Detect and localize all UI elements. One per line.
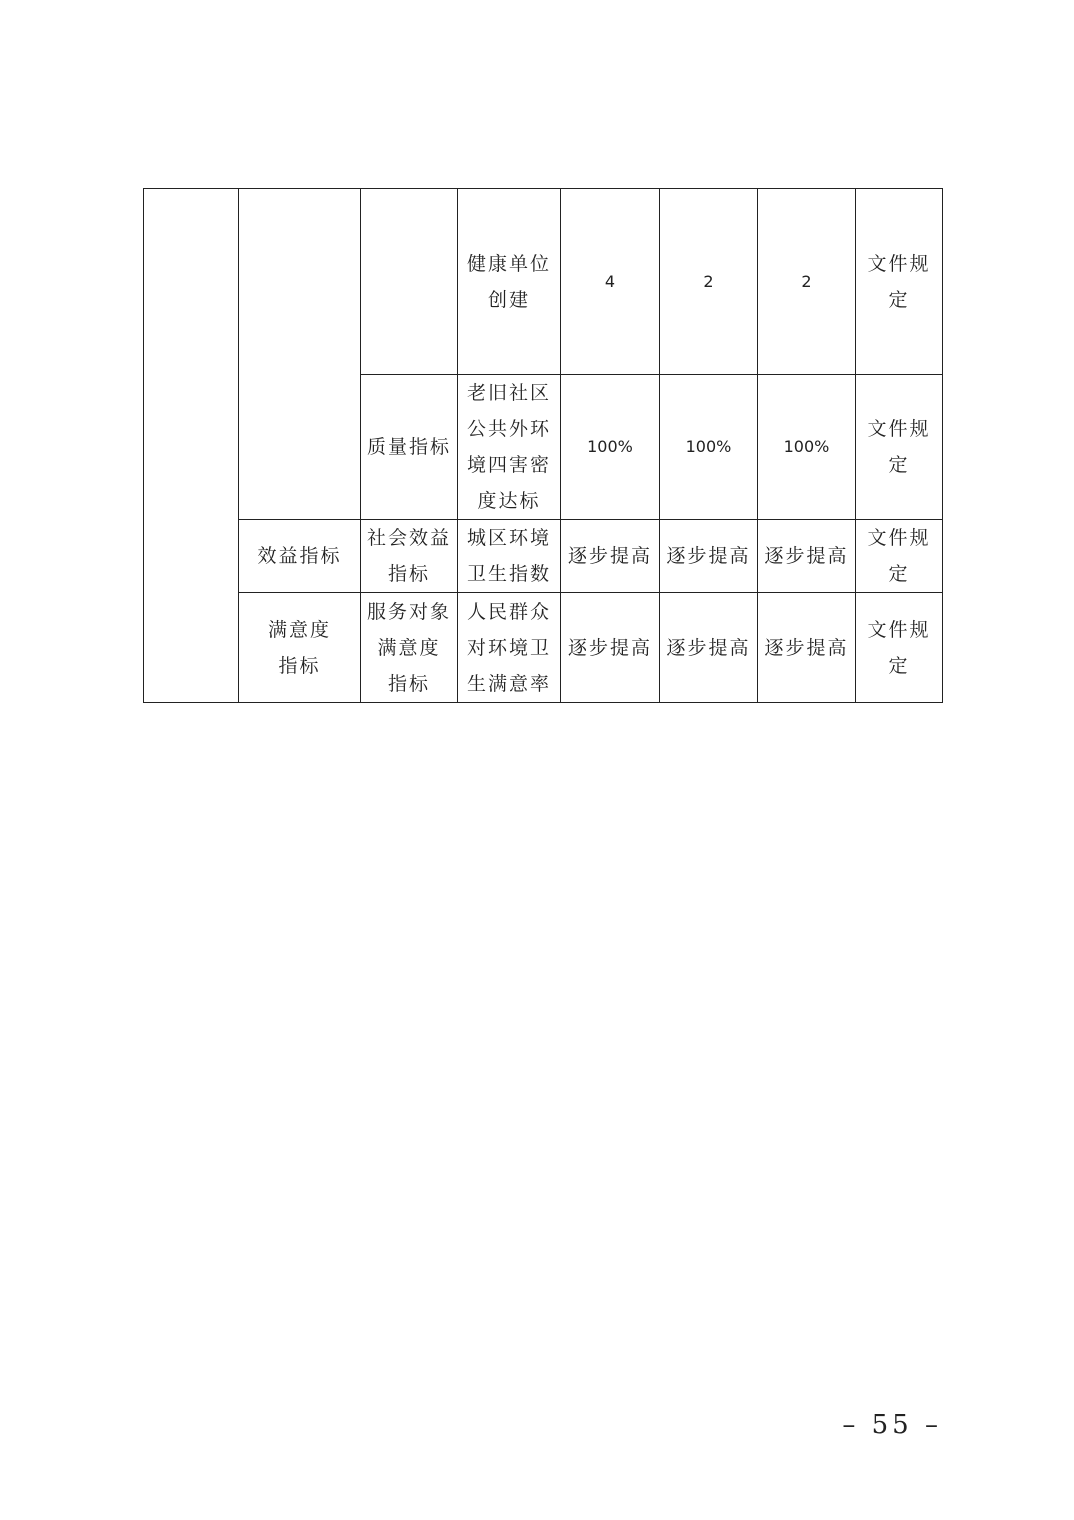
level3-cell	[361, 189, 458, 375]
level2-cell	[239, 189, 361, 520]
table-row	[144, 520, 943, 593]
table-row	[144, 593, 943, 703]
performance-indicator-table	[143, 188, 943, 703]
value-cell: 100%	[758, 375, 856, 520]
basis-cell: 文件规 定	[856, 189, 943, 375]
value-cell: 逐步提高	[561, 593, 660, 703]
basis-cell: 文件规 定	[856, 520, 943, 593]
level3-cell: 质量指标	[361, 375, 458, 520]
value-cell: 2	[660, 189, 758, 375]
value-cell: 100%	[660, 375, 758, 520]
value-cell: 4	[561, 189, 660, 375]
value-cell: 逐步提高	[660, 520, 758, 593]
indicator-cell: 人民群众 对环境卫 生满意率	[458, 593, 561, 703]
basis-cell: 文件规 定	[856, 593, 943, 703]
indicator-cell: 城区环境 卫生指数	[458, 520, 561, 593]
level2-cell: 满意度 指标	[239, 593, 361, 703]
value-cell: 100%	[561, 375, 660, 520]
page-number: – 55 –	[842, 1410, 942, 1440]
indicator-cell: 老旧社区 公共外环 境四害密 度达标	[458, 375, 561, 520]
level3-cell: 服务对象 满意度 指标	[361, 593, 458, 703]
value-cell: 逐步提高	[758, 520, 856, 593]
value-cell: 2	[758, 189, 856, 375]
level1-cell	[144, 189, 239, 703]
value-cell: 逐步提高	[561, 520, 660, 593]
basis-cell: 文件规 定	[856, 375, 943, 520]
level3-cell: 社会效益 指标	[361, 520, 458, 593]
level2-cell: 效益指标	[239, 520, 361, 593]
value-cell: 逐步提高	[660, 593, 758, 703]
table-row	[144, 189, 943, 375]
indicator-cell: 健康单位 创建	[458, 189, 561, 375]
value-cell: 逐步提高	[758, 593, 856, 703]
